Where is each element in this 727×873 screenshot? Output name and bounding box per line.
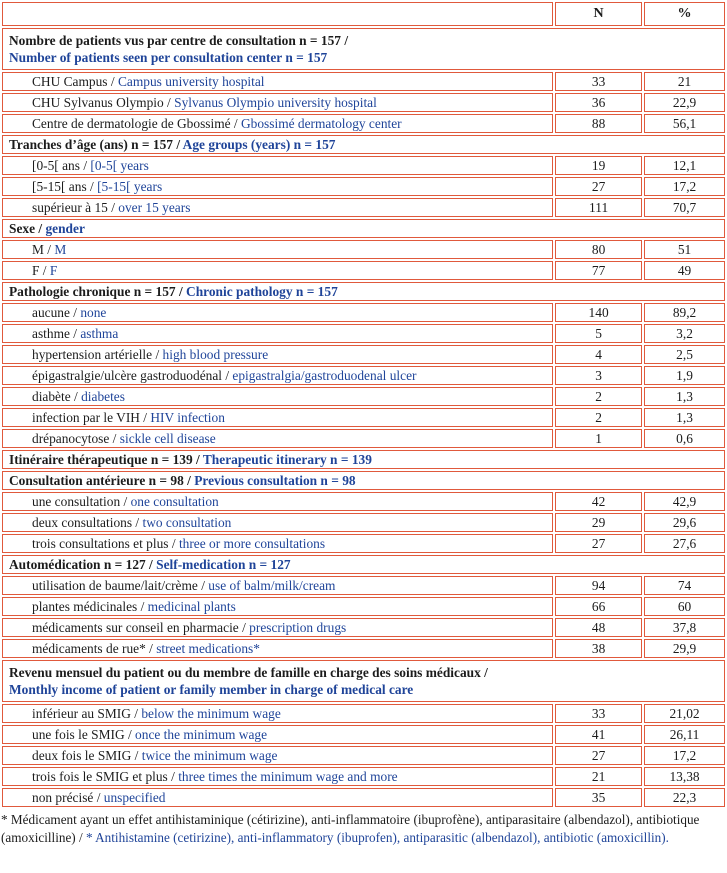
section-label-en: Monthly income of patient or family member in charge of medical care: [9, 682, 414, 697]
row-label-cell: [2, 156, 553, 175]
table-row: [2, 767, 725, 786]
footnote-french: * Médicament ayant un effet antihistaminique (cétirizine), anti-inflammatoire (ibuprofène), antiparasitaire (albendazol), antibiotique (amoxicilline) /: [1, 812, 700, 845]
footnote-english: * Antihistamine (cetirizine), anti-inflammatory (ibuprofen), antiparasitic (albendazol), antibiotic (amoxicillin).: [85, 830, 669, 845]
row-label-fr: médicaments sur conseil en pharmacie /: [32, 620, 246, 635]
section-header-cell: [2, 471, 725, 490]
table-row: [2, 746, 725, 765]
section-row: [2, 450, 725, 469]
row-value-percent: 29,6: [644, 513, 725, 532]
table-footnote: [0, 809, 727, 847]
row-label-en: use of balm/milk/cream: [208, 578, 336, 593]
section-label-en: Chronic pathology n = 157: [186, 284, 338, 299]
section-row: [2, 660, 725, 702]
row-value-percent: 13,38: [644, 767, 725, 786]
row-value-n: 2: [555, 387, 642, 406]
row-value-n: 80: [555, 240, 642, 259]
row-label-fr: aucune /: [32, 305, 77, 320]
row-label-en: [0-5[ years: [90, 158, 149, 173]
row-value-n: 35: [555, 788, 642, 807]
table-row: [2, 639, 725, 658]
row-label-en: HIV infection: [150, 410, 225, 425]
section-header-cell: [2, 135, 725, 154]
row-label-cell: [2, 114, 553, 133]
row-value-percent: 26,11: [644, 725, 725, 744]
row-value-n: 48: [555, 618, 642, 637]
table-row: [2, 366, 725, 385]
row-label-fr: utilisation de baume/lait/crème /: [32, 578, 205, 593]
row-value-n: 4: [555, 345, 642, 364]
section-label-en: Number of patients seen per consultation center n = 157: [9, 50, 328, 65]
table-row: [2, 93, 725, 112]
row-label-en: one consultation: [130, 494, 219, 509]
table-row: [2, 513, 725, 532]
row-value-percent: 56,1: [644, 114, 725, 133]
row-value-n: 27: [555, 177, 642, 196]
row-label-cell: [2, 303, 553, 322]
row-label-cell: [2, 429, 553, 448]
row-label-en: once the minimum wage: [135, 727, 268, 742]
row-label-en: unspecified: [103, 790, 166, 805]
row-value-percent: 42,9: [644, 492, 725, 511]
section-label-en: Previous consultation n = 98: [194, 473, 356, 488]
row-value-n: 38: [555, 639, 642, 658]
row-value-n: 21: [555, 767, 642, 786]
row-label-fr: CHU Sylvanus Olympio /: [32, 95, 171, 110]
section-label-en: Self-medication n = 127: [156, 557, 291, 572]
row-label-en: diabetes: [81, 389, 125, 404]
table-row: [2, 345, 725, 364]
row-label-en: M: [54, 242, 67, 257]
row-value-n: 19: [555, 156, 642, 175]
row-value-n: 36: [555, 93, 642, 112]
table-row: [2, 324, 725, 343]
table-row: [2, 261, 725, 280]
row-label-fr: une consultation /: [32, 494, 128, 509]
row-value-n: 42: [555, 492, 642, 511]
table-row: [2, 240, 725, 259]
row-value-n: 94: [555, 576, 642, 595]
table-row: [2, 198, 725, 217]
table-row: [2, 618, 725, 637]
row-value-percent: 0,6: [644, 429, 725, 448]
row-value-n: 27: [555, 534, 642, 553]
table-row: [2, 177, 725, 196]
row-label-en: prescription drugs: [249, 620, 347, 635]
row-value-percent: 70,7: [644, 198, 725, 217]
section-label-fr: Nombre de patients vus par centre de consultation n = 157 /: [9, 33, 349, 48]
row-label-fr: F /: [32, 263, 47, 278]
row-label-cell: [2, 387, 553, 406]
row-value-percent: 21,02: [644, 704, 725, 723]
row-label-en: Campus university hospital: [117, 74, 265, 89]
row-label-cell: [2, 767, 553, 786]
row-value-percent: 89,2: [644, 303, 725, 322]
row-label-fr: Centre de dermatologie de Gbossimé /: [32, 116, 238, 131]
row-value-n: 3: [555, 366, 642, 385]
row-label-fr: diabète /: [32, 389, 78, 404]
section-row: [2, 282, 725, 301]
table-header-row: [2, 2, 725, 26]
row-value-n: 29: [555, 513, 642, 532]
row-value-n: 140: [555, 303, 642, 322]
header-n: N: [555, 2, 642, 26]
row-label-cell: [2, 240, 553, 259]
row-label-fr: épigastralgie/ulcère gastroduodénal /: [32, 368, 230, 383]
row-value-percent: 1,9: [644, 366, 725, 385]
row-label-fr: hypertension artérielle /: [32, 347, 160, 362]
row-label-cell: [2, 492, 553, 511]
section-row: [2, 28, 725, 70]
table-row: [2, 156, 725, 175]
section-header-cell: [2, 28, 725, 70]
row-value-percent: 22,3: [644, 788, 725, 807]
section-label-fr: Automédication n = 127 /: [9, 557, 153, 572]
row-value-percent: 2,5: [644, 345, 725, 364]
row-value-n: 1: [555, 429, 642, 448]
row-label-en: sickle cell disease: [119, 431, 216, 446]
row-label-fr: drépanocytose /: [32, 431, 117, 446]
row-value-percent: 51: [644, 240, 725, 259]
row-label-en: two consultation: [142, 515, 232, 530]
row-label-fr: deux consultations /: [32, 515, 140, 530]
row-label-fr: non précisé /: [32, 790, 101, 805]
row-value-percent: 3,2: [644, 324, 725, 343]
row-label-fr: trois fois le SMIG et plus /: [32, 769, 175, 784]
row-value-n: 111: [555, 198, 642, 217]
table-row: [2, 704, 725, 723]
row-label-fr: une fois le SMIG /: [32, 727, 132, 742]
row-label-en: Gbossimé dermatology center: [241, 116, 402, 131]
table-row: [2, 597, 725, 616]
row-label-cell: [2, 72, 553, 91]
section-row: [2, 471, 725, 490]
row-value-n: 66: [555, 597, 642, 616]
table-row: [2, 492, 725, 511]
row-label-en: none: [80, 305, 107, 320]
row-label-en: street medications*: [156, 641, 260, 656]
section-row: [2, 135, 725, 154]
row-label-fr: [5-15[ ans /: [32, 179, 94, 194]
row-value-percent: 1,3: [644, 408, 725, 427]
row-label-en: twice the minimum wage: [141, 748, 278, 763]
row-value-percent: 37,8: [644, 618, 725, 637]
row-value-n: 41: [555, 725, 642, 744]
section-header-cell: [2, 282, 725, 301]
section-label-en: Therapeutic itinerary n = 139: [202, 452, 372, 467]
row-label-cell: [2, 345, 553, 364]
table-row: [2, 408, 725, 427]
row-value-percent: 21: [644, 72, 725, 91]
table-row: [2, 725, 725, 744]
row-label-en: Sylvanus Olympio university hospital: [174, 95, 377, 110]
row-label-cell: [2, 93, 553, 112]
row-label-cell: [2, 261, 553, 280]
row-label-cell: [2, 746, 553, 765]
section-label-fr: Consultation antérieure n = 98 /: [9, 473, 191, 488]
row-label-fr: inférieur au SMIG /: [32, 706, 138, 721]
row-label-fr: infection par le VIH /: [32, 410, 148, 425]
section-header-cell: [2, 555, 725, 574]
row-value-percent: 27,6: [644, 534, 725, 553]
row-label-cell: [2, 639, 553, 658]
header-percent: %: [644, 2, 725, 26]
header-empty-cell: [2, 2, 553, 26]
row-label-fr: [0-5[ ans /: [32, 158, 88, 173]
table-row: [2, 303, 725, 322]
row-value-percent: 60: [644, 597, 725, 616]
section-label-en: Age groups (years) n = 157: [182, 137, 336, 152]
row-label-fr: trois consultations et plus /: [32, 536, 176, 551]
row-label-en: below the minimum wage: [141, 706, 281, 721]
row-label-cell: [2, 177, 553, 196]
row-label-cell: [2, 513, 553, 532]
row-label-en: three times the minimum wage and more: [178, 769, 398, 784]
section-header-cell: [2, 450, 725, 469]
row-label-cell: [2, 366, 553, 385]
row-value-percent: 22,9: [644, 93, 725, 112]
row-label-en: three or more consultations: [178, 536, 326, 551]
row-value-n: 5: [555, 324, 642, 343]
section-label-fr: Pathologie chronique n = 157 /: [9, 284, 183, 299]
row-value-n: 2: [555, 408, 642, 427]
section-label-fr: Itinéraire thérapeutique n = 139 /: [9, 452, 200, 467]
row-label-en: high blood pressure: [162, 347, 269, 362]
row-label-fr: supérieur à 15 /: [32, 200, 115, 215]
row-value-percent: 49: [644, 261, 725, 280]
section-header-cell: [2, 219, 725, 238]
row-label-fr: asthme /: [32, 326, 77, 341]
row-label-cell: [2, 788, 553, 807]
row-value-n: 88: [555, 114, 642, 133]
row-label-fr: plantes médicinales /: [32, 599, 145, 614]
section-header-cell: [2, 660, 725, 702]
row-value-percent: 1,3: [644, 387, 725, 406]
row-label-cell: [2, 534, 553, 553]
section-label-fr: Revenu mensuel du patient ou du membre de famille en charge des soins médicaux /: [9, 665, 488, 680]
row-label-cell: [2, 576, 553, 595]
row-value-percent: 12,1: [644, 156, 725, 175]
row-value-n: 77: [555, 261, 642, 280]
section-label-fr: Tranches d’âge (ans) n = 157 /: [9, 137, 181, 152]
table-row: [2, 429, 725, 448]
row-label-cell: [2, 324, 553, 343]
row-value-percent: 29,9: [644, 639, 725, 658]
row-label-cell: [2, 198, 553, 217]
row-label-en: asthma: [80, 326, 119, 341]
table-row: [2, 788, 725, 807]
table-row: [2, 534, 725, 553]
table-row: [2, 387, 725, 406]
section-label-fr: Sexe /: [9, 221, 43, 236]
table-row: [2, 576, 725, 595]
row-label-cell: [2, 408, 553, 427]
row-label-cell: [2, 618, 553, 637]
row-label-fr: CHU Campus /: [32, 74, 115, 89]
row-label-cell: [2, 704, 553, 723]
row-label-en: medicinal plants: [147, 599, 236, 614]
row-label-cell: [2, 597, 553, 616]
row-value-percent: 17,2: [644, 746, 725, 765]
row-label-en: over 15 years: [118, 200, 191, 215]
table-row: [2, 114, 725, 133]
row-value-n: 27: [555, 746, 642, 765]
row-value-percent: 17,2: [644, 177, 725, 196]
section-row: [2, 555, 725, 574]
row-value-percent: 74: [644, 576, 725, 595]
row-label-en: [5-15[ years: [97, 179, 163, 194]
row-label-fr: deux fois le SMIG /: [32, 748, 139, 763]
section-row: [2, 219, 725, 238]
row-label-fr: M /: [32, 242, 51, 257]
row-label-en: F: [49, 263, 58, 278]
row-value-n: 33: [555, 704, 642, 723]
row-value-n: 33: [555, 72, 642, 91]
row-label-fr: médicaments de rue* /: [32, 641, 153, 656]
row-label-en: epigastralgia/gastroduodenal ulcer: [232, 368, 417, 383]
row-label-cell: [2, 725, 553, 744]
table-row: [2, 72, 725, 91]
section-label-en: gender: [45, 221, 85, 236]
